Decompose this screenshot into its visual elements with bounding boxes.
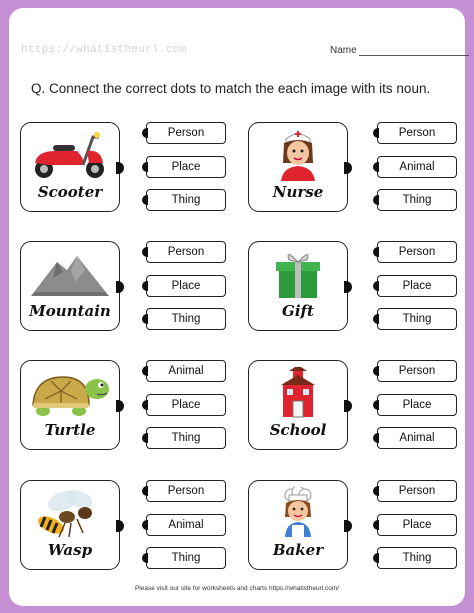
- option-label: Person: [398, 365, 436, 377]
- option-box[interactable]: [377, 514, 457, 536]
- option-dot[interactable]: [142, 366, 148, 376]
- option-label: Person: [167, 485, 205, 497]
- card-word: Turtle: [44, 421, 96, 439]
- option-label: Person: [167, 127, 205, 139]
- option-box[interactable]: [377, 156, 457, 178]
- option-box[interactable]: [377, 427, 457, 449]
- scooter-icon: [27, 129, 113, 181]
- option-label: Animal: [399, 432, 435, 444]
- question-text: Q. Connect the correct dots to match the each image with its noun.: [31, 81, 431, 96]
- card-mountain: [20, 241, 120, 331]
- option-dot[interactable]: [142, 486, 148, 496]
- baker-icon: [255, 487, 341, 539]
- option-dot[interactable]: [142, 162, 148, 172]
- option-dot[interactable]: [373, 400, 379, 410]
- nurse-icon: [255, 129, 341, 181]
- card-turtle: [20, 360, 120, 450]
- option-label: Thing: [171, 313, 201, 325]
- option-label: Animal: [168, 519, 204, 531]
- card-word: Baker: [272, 541, 324, 559]
- option-box[interactable]: [377, 189, 457, 211]
- option-dot[interactable]: [373, 486, 379, 496]
- option-box[interactable]: [377, 547, 457, 569]
- option-box[interactable]: [146, 122, 226, 144]
- option-dot[interactable]: [373, 162, 379, 172]
- card-word: Gift: [282, 302, 314, 320]
- option-label: Thing: [402, 313, 432, 325]
- option-dot[interactable]: [142, 247, 148, 257]
- option-box[interactable]: [146, 275, 226, 297]
- option-label: Person: [398, 485, 436, 497]
- option-label: Person: [167, 246, 205, 258]
- card-baker: [248, 480, 348, 570]
- card-word: Mountain: [29, 302, 111, 320]
- card-word: Wasp: [47, 541, 93, 559]
- option-dot[interactable]: [142, 128, 148, 138]
- option-label: Thing: [402, 194, 432, 206]
- option-label: Person: [398, 127, 436, 139]
- mountain-icon: [27, 248, 113, 300]
- option-label: Place: [402, 280, 432, 292]
- option-dot[interactable]: [142, 433, 148, 443]
- option-label: Thing: [402, 552, 432, 564]
- option-box[interactable]: [146, 156, 226, 178]
- option-box[interactable]: [146, 480, 226, 502]
- option-label: Place: [402, 399, 432, 411]
- footer-text: Please visit our site for worksheets and charts https://whatistheurl.com/: [134, 585, 340, 592]
- card-wasp: [20, 480, 120, 570]
- option-box[interactable]: [377, 122, 457, 144]
- gift-icon: [255, 248, 341, 300]
- option-dot[interactable]: [373, 366, 379, 376]
- option-dot[interactable]: [142, 400, 148, 410]
- option-box[interactable]: [377, 241, 457, 263]
- option-dot[interactable]: [142, 553, 148, 563]
- option-label: Place: [402, 519, 432, 531]
- option-label: Thing: [171, 552, 201, 564]
- card-word: Scooter: [37, 183, 103, 201]
- option-box[interactable]: [377, 480, 457, 502]
- wasp-icon: [27, 487, 113, 539]
- option-dot[interactable]: [373, 128, 379, 138]
- option-box[interactable]: [377, 275, 457, 297]
- option-box[interactable]: [146, 308, 226, 330]
- option-dot[interactable]: [373, 247, 379, 257]
- option-label: Thing: [171, 194, 201, 206]
- option-box[interactable]: [146, 514, 226, 536]
- option-box[interactable]: [377, 394, 457, 416]
- option-box[interactable]: [377, 360, 457, 382]
- option-dot[interactable]: [373, 520, 379, 530]
- option-dot[interactable]: [373, 195, 379, 205]
- option-box[interactable]: [146, 547, 226, 569]
- option-box[interactable]: [146, 189, 226, 211]
- option-dot[interactable]: [142, 195, 148, 205]
- card-nurse: [248, 122, 348, 212]
- option-dot[interactable]: [373, 281, 379, 291]
- option-dot[interactable]: [373, 553, 379, 563]
- option-box[interactable]: [377, 308, 457, 330]
- card-scooter: [20, 122, 120, 212]
- option-label: Animal: [399, 161, 435, 173]
- turtle-icon: [27, 367, 113, 419]
- option-label: Place: [171, 280, 201, 292]
- option-dot[interactable]: [142, 520, 148, 530]
- option-dot[interactable]: [373, 314, 379, 324]
- option-dot[interactable]: [142, 314, 148, 324]
- option-label: Place: [171, 399, 201, 411]
- site-watermark: https://whatistheurl.com: [21, 44, 187, 56]
- option-dot[interactable]: [142, 281, 148, 291]
- option-box[interactable]: [146, 241, 226, 263]
- card-school: [248, 360, 348, 450]
- option-box[interactable]: [146, 360, 226, 382]
- card-word: School: [269, 421, 327, 439]
- school-icon: [255, 367, 341, 419]
- name-line: [359, 55, 469, 56]
- option-box[interactable]: [146, 394, 226, 416]
- option-box[interactable]: [146, 427, 226, 449]
- name-label: Name: [330, 45, 357, 56]
- card-word: Nurse: [272, 183, 324, 201]
- option-label: Person: [398, 246, 436, 258]
- option-dot[interactable]: [373, 433, 379, 443]
- option-label: Thing: [171, 432, 201, 444]
- option-label: Place: [171, 161, 201, 173]
- card-gift: [248, 241, 348, 331]
- option-label: Animal: [168, 365, 204, 377]
